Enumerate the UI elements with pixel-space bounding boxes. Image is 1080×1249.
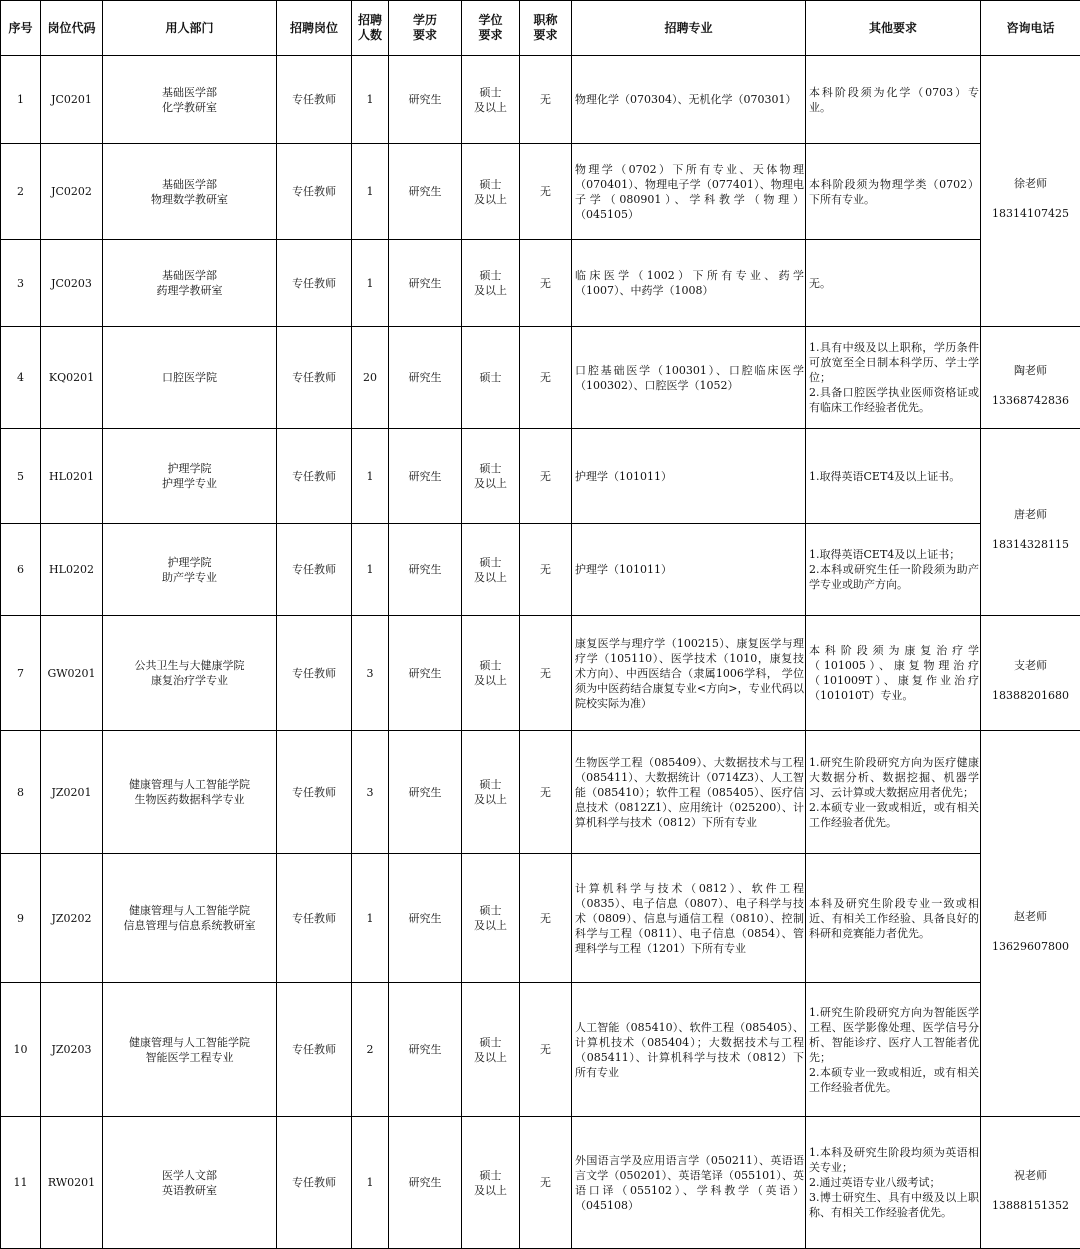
cell-contact bbox=[981, 327, 1080, 429]
cell-dept: 基础医学部 物理数学教研室 bbox=[103, 144, 277, 240]
cell-no: 8 bbox=[1, 731, 41, 854]
cell-dept: 护理学院 助产学专业 bbox=[103, 524, 277, 616]
cell-contact bbox=[981, 1117, 1080, 1249]
cell-dept: 基础医学部 药理学教研室 bbox=[103, 240, 277, 327]
cell-edu: 研究生 bbox=[389, 983, 462, 1117]
cell-other: 本科及研究生阶段专业一致或相近、有相关工作经验、具备良好的科研和竞赛能力者优先。 bbox=[806, 854, 981, 983]
header-other: 其他要求 bbox=[806, 1, 981, 56]
header-degree: 学位 要求 bbox=[462, 1, 520, 56]
cell-edu: 研究生 bbox=[389, 56, 462, 144]
contact-name: 赵老师 bbox=[1014, 909, 1047, 923]
cell-code: KQ0201 bbox=[41, 327, 103, 429]
header-position: 招聘岗位 bbox=[277, 1, 352, 56]
cell-other: 1.取得英语CET4及以上证书。 bbox=[806, 429, 981, 524]
cell-dept: 医学人文部 英语教研室 bbox=[103, 1117, 277, 1249]
cell-code: JZ0202 bbox=[41, 854, 103, 983]
cell-edu: 研究生 bbox=[389, 1117, 462, 1249]
cell-position: 专任教师 bbox=[277, 731, 352, 854]
cell-other: 无。 bbox=[806, 240, 981, 327]
table-row bbox=[1, 731, 1080, 854]
cell-position: 专任教师 bbox=[277, 1117, 352, 1249]
cell-title: 无 bbox=[520, 240, 572, 327]
cell-no: 1 bbox=[1, 56, 41, 144]
header-title: 职称 要求 bbox=[520, 1, 572, 56]
cell-dept: 健康管理与人工智能学院 生物医药数据科学专业 bbox=[103, 731, 277, 854]
cell-degree: 硕士 及以上 bbox=[462, 1117, 520, 1249]
cell-major: 口腔基础医学（100301）、口腔临床医学（100302）、口腔医学（1052） bbox=[572, 327, 806, 429]
cell-edu: 研究生 bbox=[389, 327, 462, 429]
header-edu: 学历 要求 bbox=[389, 1, 462, 56]
cell-major: 护理学（101011） bbox=[572, 524, 806, 616]
contact-phone: 13629607800 bbox=[992, 939, 1069, 953]
contact-name: 支老师 bbox=[1014, 659, 1047, 672]
header-major: 招聘专业 bbox=[572, 1, 806, 56]
contact-phone: 13368742836 bbox=[992, 393, 1069, 407]
cell-count: 2 bbox=[352, 983, 389, 1117]
cell-count: 1 bbox=[352, 56, 389, 144]
cell-major: 人工智能（085410）、软件工程（085405）、计算机技术（085404）；大数据技术与工程（085411）、计算机科学与技术（0812）下所有专业 bbox=[572, 983, 806, 1117]
cell-no: 9 bbox=[1, 854, 41, 983]
cell-major: 物理学（0702）下所有专业、天体物理（070401）、物理电子学（077401）、物理电子学（080901）、学科教学（物理）（045105） bbox=[572, 144, 806, 240]
cell-major: 外国语言学及应用语言学（050211）、英语语言文学（050201）、英语笔译（055101）、英语口译（055102）、学科教学（英语）（045108） bbox=[572, 1117, 806, 1249]
cell-degree: 硕士 bbox=[462, 327, 520, 429]
contact-name: 祝老师 bbox=[1014, 1168, 1047, 1182]
table-row bbox=[1, 854, 1080, 983]
cell-position: 专任教师 bbox=[277, 616, 352, 731]
contact-phone: 18314107425 bbox=[992, 207, 1069, 220]
cell-edu: 研究生 bbox=[389, 616, 462, 731]
cell-contact bbox=[981, 616, 1080, 731]
cell-title: 无 bbox=[520, 1117, 572, 1249]
cell-edu: 研究生 bbox=[389, 429, 462, 524]
cell-position: 专任教师 bbox=[277, 327, 352, 429]
cell-title: 无 bbox=[520, 144, 572, 240]
cell-count: 1 bbox=[352, 429, 389, 524]
table-row bbox=[1, 327, 1080, 429]
cell-major: 物理化学（070304）、无机化学（070301） bbox=[572, 56, 806, 144]
cell-other: 1.取得英语CET4及以上证书； 2.本科或研究生任一阶段须为助产学专业或助产方向。 bbox=[806, 524, 981, 616]
cell-major: 计算机科学与技术（0812）、软件工程（0835）、电子信息（0807）、电子科学与技术（0809）、信息与通信工程（0810）、控制科学与工程（0811）、电子信息（0854）、管理科学与工程（1201）下所有专业 bbox=[572, 854, 806, 983]
cell-no: 11 bbox=[1, 1117, 41, 1249]
cell-edu: 研究生 bbox=[389, 240, 462, 327]
cell-code: JZ0201 bbox=[41, 731, 103, 854]
cell-other: 1.本科及研究生阶段均须为英语相关专业； 2.通过英语专业八级考试； 3.博士研究生、具有中级及以上职称、有相关工作经验者优先。 bbox=[806, 1117, 981, 1249]
cell-position: 专任教师 bbox=[277, 240, 352, 327]
cell-other: 1.具有中级及以上职称，学历条件可放宽至全日制本科学历、学士学位； 2.具备口腔医学执业医师资格证或有临床工作经验者优先。 bbox=[806, 327, 981, 429]
cell-title: 无 bbox=[520, 524, 572, 616]
cell-position: 专任教师 bbox=[277, 56, 352, 144]
table-row bbox=[1, 1117, 1080, 1249]
cell-count: 20 bbox=[352, 327, 389, 429]
cell-other: 本科阶段须为化学（0703）专业。 bbox=[806, 56, 981, 144]
cell-title: 无 bbox=[520, 616, 572, 731]
cell-degree: 硕士 及以上 bbox=[462, 731, 520, 854]
table-row bbox=[1, 56, 1080, 144]
cell-major: 临床医学（1002）下所有专业、药学（1007）、中药学（1008） bbox=[572, 240, 806, 327]
cell-code: JC0202 bbox=[41, 144, 103, 240]
cell-position: 专任教师 bbox=[277, 983, 352, 1117]
cell-no: 10 bbox=[1, 983, 41, 1117]
cell-code: JC0203 bbox=[41, 240, 103, 327]
contact-name: 唐老师 bbox=[1014, 508, 1047, 521]
cell-other: 1.研究生阶段研究方向为智能医学工程、医学影像处理、医学信号分析、智能诊疗、医疗人工智能者优先； 2.本硕专业一致或相近，或有相关工作经验者优先。 bbox=[806, 983, 981, 1117]
cell-count: 1 bbox=[352, 144, 389, 240]
cell-position: 专任教师 bbox=[277, 144, 352, 240]
table-row bbox=[1, 983, 1080, 1117]
cell-degree: 硕士 及以上 bbox=[462, 144, 520, 240]
cell-no: 6 bbox=[1, 524, 41, 616]
cell-code: HL0201 bbox=[41, 429, 103, 524]
cell-title: 无 bbox=[520, 56, 572, 144]
cell-edu: 研究生 bbox=[389, 854, 462, 983]
cell-major: 康复医学与理疗学（100215）、康复医学与理疗学（105110）、医学技术（1010，康复技术方向）、中西医结合（隶属1006学科， 学位须为中医药结合康复专业<方向>，专业代码以院校实际为准） bbox=[572, 616, 806, 731]
cell-count: 1 bbox=[352, 524, 389, 616]
table-row bbox=[1, 429, 1080, 524]
cell-degree: 硕士 及以上 bbox=[462, 524, 520, 616]
contact-name: 徐老师 bbox=[1014, 177, 1047, 190]
cell-other: 1.研究生阶段研究方向为医疗健康大数据分析、数据挖掘、机器学习、云计算或大数据应用者优先； 2.本硕专业一致或相近，或有相关工作经验者优先。 bbox=[806, 731, 981, 854]
cell-code: JC0201 bbox=[41, 56, 103, 144]
cell-other: 本科阶段须为物理学类（0702）下所有专业。 bbox=[806, 144, 981, 240]
cell-degree: 硕士 及以上 bbox=[462, 56, 520, 144]
header-no: 序号 bbox=[1, 1, 41, 56]
cell-code: GW0201 bbox=[41, 616, 103, 731]
header-dept: 用人部门 bbox=[103, 1, 277, 56]
cell-dept: 基础医学部 化学教研室 bbox=[103, 56, 277, 144]
cell-degree: 硕士 及以上 bbox=[462, 240, 520, 327]
cell-degree: 硕士 及以上 bbox=[462, 429, 520, 524]
cell-no: 4 bbox=[1, 327, 41, 429]
cell-position: 专任教师 bbox=[277, 854, 352, 983]
cell-no: 3 bbox=[1, 240, 41, 327]
cell-edu: 研究生 bbox=[389, 144, 462, 240]
cell-dept: 口腔医学院 bbox=[103, 327, 277, 429]
cell-position: 专任教师 bbox=[277, 524, 352, 616]
table-row bbox=[1, 144, 1080, 240]
cell-count: 3 bbox=[352, 731, 389, 854]
header-phone: 咨询电话 bbox=[981, 1, 1080, 56]
cell-major: 护理学（101011） bbox=[572, 429, 806, 524]
contact-name: 陶老师 bbox=[1014, 363, 1047, 377]
cell-dept: 公共卫生与大健康学院 康复治疗学专业 bbox=[103, 616, 277, 731]
cell-title: 无 bbox=[520, 429, 572, 524]
cell-major: 生物医学工程（085409）、大数据技术与工程（085411）、大数据统计（0714Z3）、人工智能（085410）；软件工程（085405）、医疗信息技术（0812Z1）、应用统计（025200）、计算机科学与技术（0812）下所有专业 bbox=[572, 731, 806, 854]
cell-code: RW0201 bbox=[41, 1117, 103, 1249]
cell-degree: 硕士 及以上 bbox=[462, 983, 520, 1117]
cell-no: 7 bbox=[1, 616, 41, 731]
cell-degree: 硕士 及以上 bbox=[462, 854, 520, 983]
cell-contact bbox=[981, 56, 1080, 327]
header-count: 招聘 人数 bbox=[352, 1, 389, 56]
cell-code: JZ0203 bbox=[41, 983, 103, 1117]
cell-position: 专任教师 bbox=[277, 429, 352, 524]
cell-no: 2 bbox=[1, 144, 41, 240]
cell-contact bbox=[981, 731, 1080, 1117]
contact-phone: 18388201680 bbox=[992, 689, 1069, 702]
cell-title: 无 bbox=[520, 983, 572, 1117]
cell-other: 本科阶段须为康复治疗学（101005）、康复物理治疗（101009T）、康复作业治疗（101010T）专业。 bbox=[806, 616, 981, 731]
cell-dept: 健康管理与人工智能学院 智能医学工程专业 bbox=[103, 983, 277, 1117]
table-row bbox=[1, 616, 1080, 731]
header-code: 岗位代码 bbox=[41, 1, 103, 56]
cell-count: 3 bbox=[352, 616, 389, 731]
cell-edu: 研究生 bbox=[389, 731, 462, 854]
table-row bbox=[1, 524, 1080, 616]
cell-dept: 健康管理与人工智能学院 信息管理与信息系统教研室 bbox=[103, 854, 277, 983]
cell-edu: 研究生 bbox=[389, 524, 462, 616]
cell-no: 5 bbox=[1, 429, 41, 524]
cell-code: HL0202 bbox=[41, 524, 103, 616]
cell-title: 无 bbox=[520, 327, 572, 429]
cell-count: 1 bbox=[352, 1117, 389, 1249]
cell-contact bbox=[981, 429, 1080, 616]
cell-title: 无 bbox=[520, 731, 572, 854]
contact-phone: 13888151352 bbox=[992, 1198, 1069, 1212]
cell-count: 1 bbox=[352, 854, 389, 983]
cell-degree: 硕士 及以上 bbox=[462, 616, 520, 731]
cell-title: 无 bbox=[520, 854, 572, 983]
cell-dept: 护理学院 护理学专业 bbox=[103, 429, 277, 524]
header-row bbox=[1, 1, 1080, 56]
table-row bbox=[1, 240, 1080, 327]
cell-count: 1 bbox=[352, 240, 389, 327]
contact-phone: 18314328115 bbox=[992, 538, 1069, 551]
